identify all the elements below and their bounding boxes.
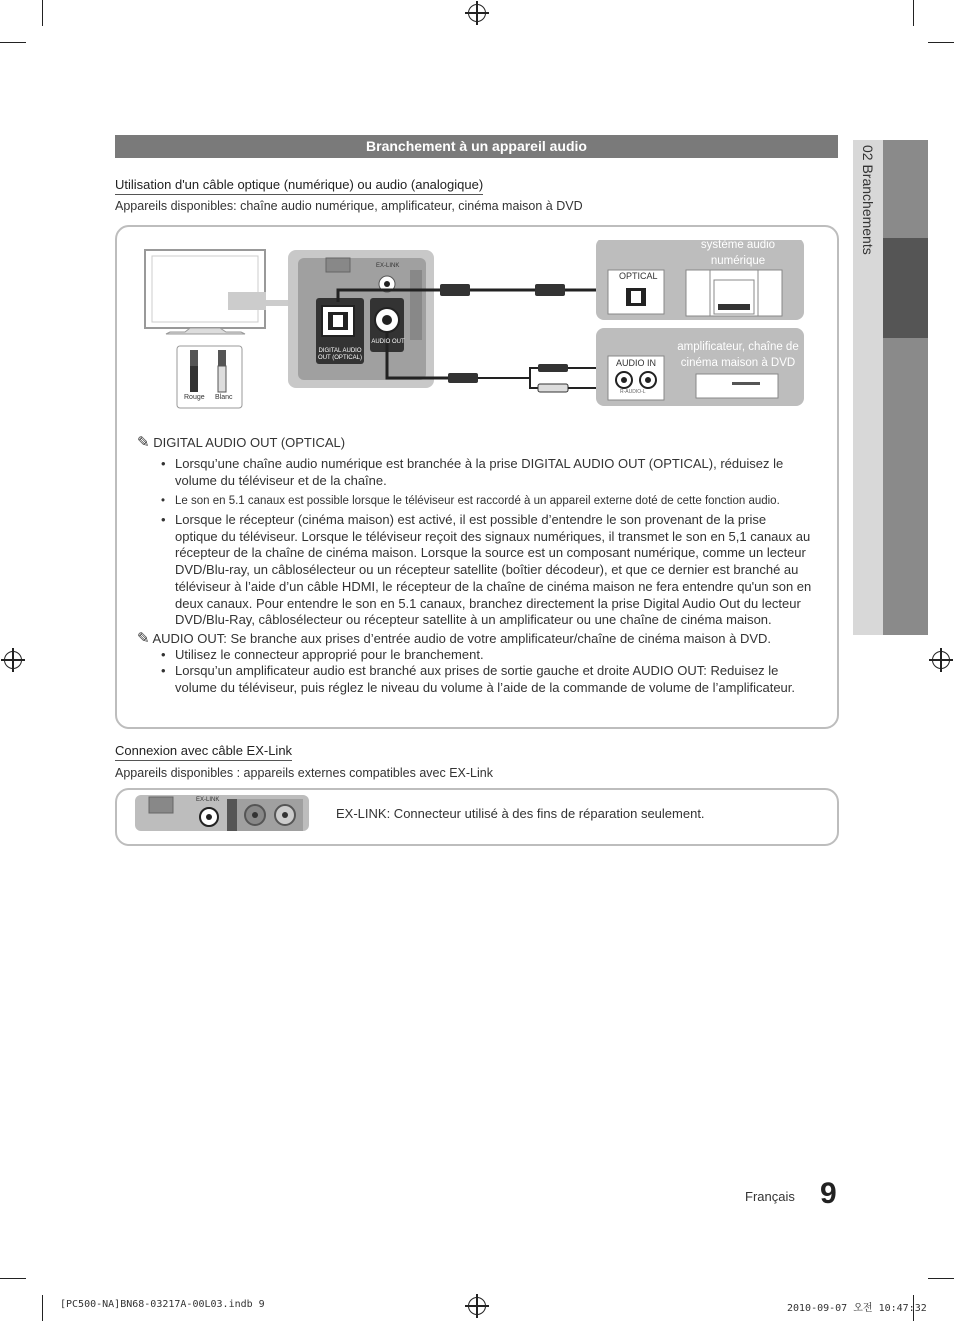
device2-port-label: AUDIO IN: [616, 358, 657, 368]
note-audio-out: ✎ AUDIO OUT: Se branche aux prises d’entrée audio de votre amplificateur/chaîne de cinéma maison à DVD.: [137, 630, 772, 647]
exlink-port-label: EX-LINK: [196, 797, 220, 803]
list-item: • Lorsqu’une chaîne audio numérique est branchée à la prise DIGITAL AUDIO OUT (OPTICAL), réduisez le volume du téléviseur et de la chaîne.: [161, 456, 784, 488]
registration-mark-icon: [468, 1297, 486, 1315]
exlink-available: Appareils disponibles : appareils externes compatibles avec EX-Link: [115, 766, 493, 780]
digital-out-port-label: DIGITAL AUDIO OUT (OPTICAL): [318, 348, 362, 361]
exlink-heading: Connexion avec câble EX-Link: [115, 743, 292, 761]
audio-out-port-label: AUDIO OUT: [371, 339, 405, 345]
exlink-port-label: EX-LINK: [376, 263, 400, 269]
crop-mark: [928, 1278, 954, 1279]
list-item: • Lorsqu’un amplificateur audio est branché aux prises de sortie gauche et droite AUDIO OUT: Reduisez le volume du téléviseur, puis réglez le niveau du volume à l’aide de la commande de volume de l’amplificateur.: [161, 663, 796, 695]
note-icon: ✎: [137, 434, 150, 451]
cable-label-white: Blanc: [215, 394, 233, 401]
note-title: AUDIO OUT: [152, 631, 224, 646]
side-tab-label: 02 Branchements: [860, 145, 876, 255]
side-tab-block: [883, 140, 928, 238]
page-number: 9: [820, 1177, 837, 1210]
crop-mark: [0, 1278, 26, 1279]
print-slug-right: 2010-09-07 오전 10:47:32: [787, 1303, 927, 1314]
print-slug-left: [PC500-NA]BN68-03217A-00L03.indb 9: [60, 1299, 265, 1310]
crop-mark: [913, 0, 914, 26]
note-title: DIGITAL AUDIO OUT (OPTICAL): [153, 435, 346, 450]
note-icon: ✎: [137, 630, 150, 647]
crop-mark: [928, 42, 954, 43]
exlink-description: EX-LINK: Connecteur utilisé à des fins de réparation seulement.: [336, 806, 705, 821]
list-item: • Utilisez le connecteur approprié pour le branchement.: [161, 647, 484, 662]
optical-heading: Utilisation d'un câble optique (numérique) ou audio (analogique): [115, 177, 483, 195]
device1-port-label: OPTICAL: [619, 271, 658, 281]
registration-mark-icon: [468, 4, 486, 22]
crop-mark: [42, 0, 43, 26]
crop-mark: [0, 42, 26, 43]
registration-mark-icon: [4, 651, 22, 669]
registration-mark-icon: [932, 651, 950, 669]
list-item: • Le son en 5.1 canaux est possible lorsque le téléviseur est raccordé à un appareil externe doté de cette fonction audio.: [161, 495, 780, 507]
side-tab-block-active: [883, 238, 928, 338]
section-title: Branchement à un appareil audio: [115, 135, 838, 158]
device1-label: système audio numérique: [700, 239, 776, 267]
cable-label-red: Rouge: [184, 394, 205, 401]
optical-available: Appareils disponibles: chaîne audio numérique, amplificateur, cinéma maison à DVD: [115, 199, 583, 213]
side-tab-block: [883, 338, 928, 635]
device2-port-sublabel: R-AUDIO-L: [620, 389, 646, 395]
footer-language: Français: [745, 1189, 795, 1204]
note-digital-audio-out: [137, 433, 345, 451]
list-item: • Lorsque le récepteur (cinéma maison) est activé, il est possible d’entendre le son provenant de la prise optique du téléviseur. Lorsque le téléviseur reçoit des signaux numériques, il transmet le son en 5,1 canaux au récepteur de la chaîne de cinéma maison. Lorsque la source est un composant numérique, comme un lecteur DVD/Blu-ray, un câblosélecteur ou un récepteur satellite (boîtier décodeur), et que ce dernier est branché au téléviseur à l’aide d’un câble HDMI, le récepteur de la chaîne de cinéma maison ne fera entendre qu'un son en deux canaux. Pour entendre le son en 5.1 canaux, branchez directement la prise Digital Audio Out du lecteur DVD/Blu-Ray, câblosélecteur ou récepteur satellite à un amplificateur ou une chaîne de cinéma maison.: [161, 512, 812, 628]
device2-label: amplificateur, chaîne de cinéma maison à DVD: [677, 341, 799, 369]
crop-mark: [42, 1295, 43, 1321]
